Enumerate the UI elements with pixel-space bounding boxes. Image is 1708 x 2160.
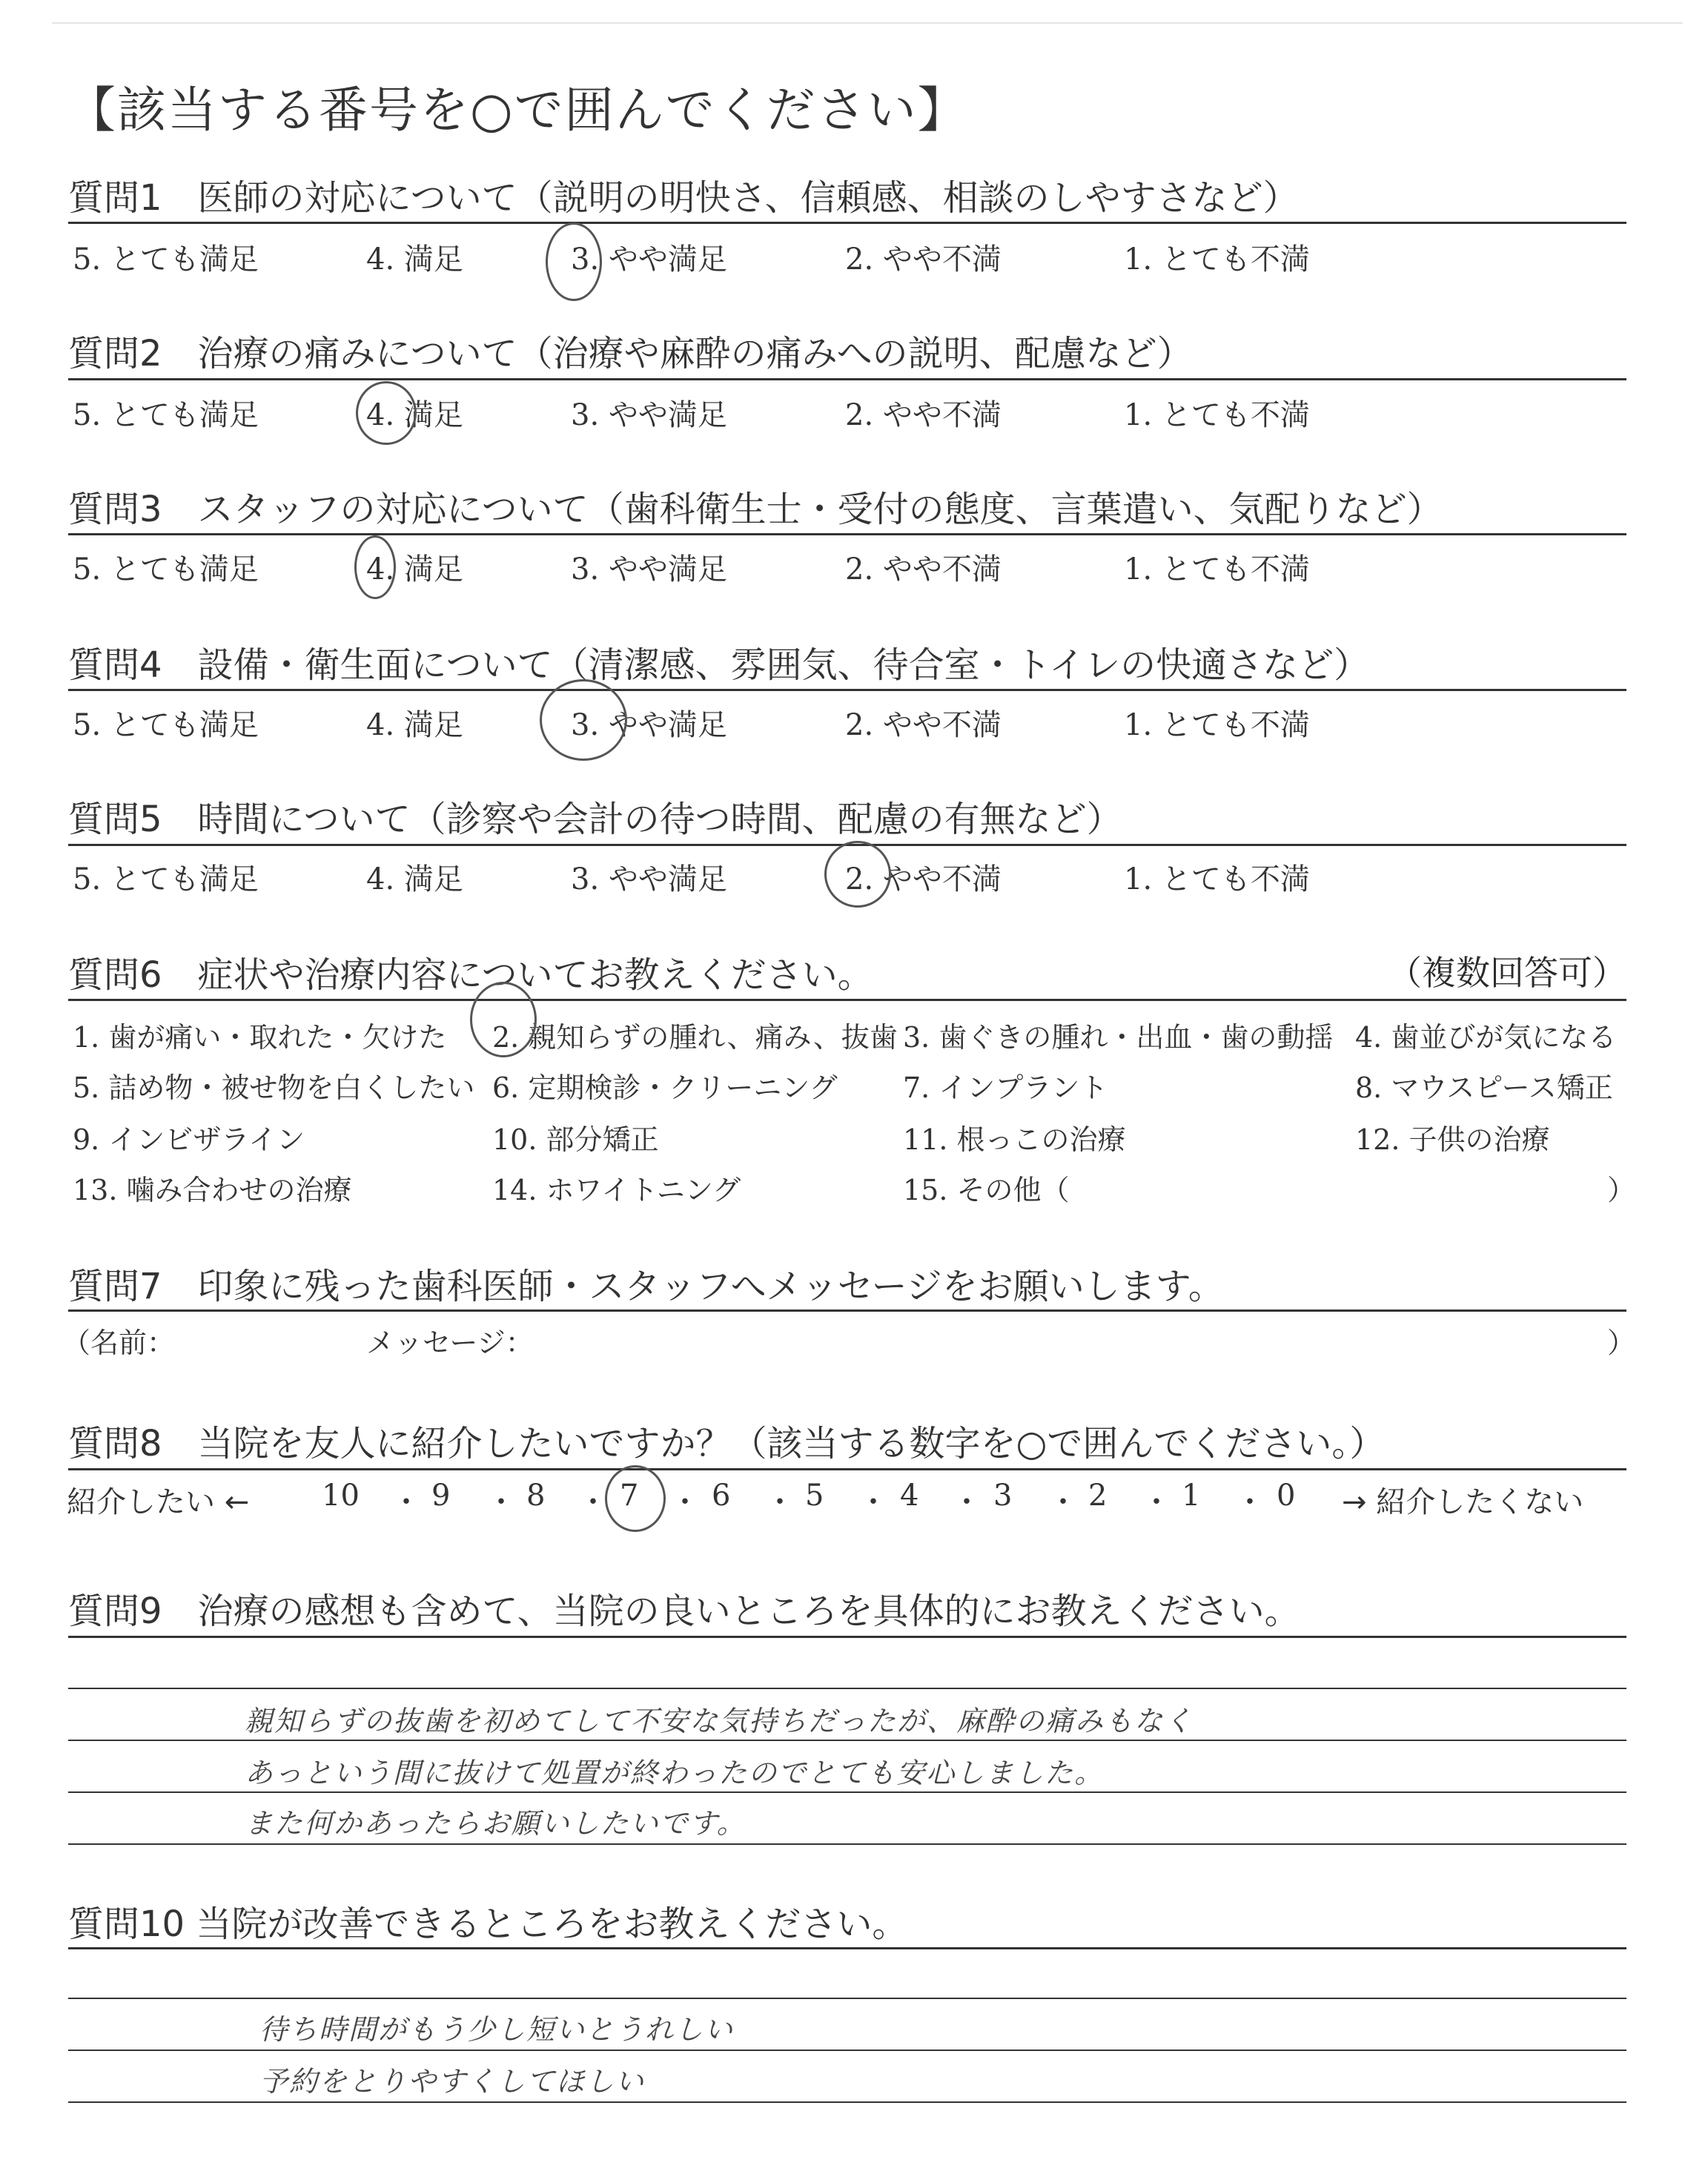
q3-option-4[interactable]: 4. 満足 bbox=[366, 552, 463, 587]
page-title: 【該当する番号を○で囲んでください】 bbox=[67, 82, 968, 139]
q8-scale-2[interactable]: 2 bbox=[1088, 1479, 1108, 1513]
q6-item-7[interactable]: 7. インプラント bbox=[903, 1071, 1108, 1104]
q5-option-2[interactable]: 2. やや不満 bbox=[845, 862, 1002, 896]
q1-selection-circle bbox=[546, 222, 602, 301]
q1-option-2[interactable]: 2. やや不満 bbox=[845, 242, 1002, 277]
q9-answer-line-2: あっという間に抜けて処置が終わったのでとても安心しました。 bbox=[245, 1757, 1105, 1789]
question-7-rule bbox=[68, 1309, 1626, 1312]
q8-scale-3[interactable]: 3 bbox=[993, 1479, 1013, 1513]
q7-message-label: メッセージ： bbox=[366, 1327, 534, 1359]
question-6-label: 質問6 症状や治療内容についてお教えください。 bbox=[68, 954, 873, 996]
q7-close: ） bbox=[1607, 1327, 1636, 1359]
question-3-rule bbox=[68, 533, 1626, 535]
q1-option-4[interactable]: 4. 満足 bbox=[366, 242, 463, 277]
q8-selection-circle bbox=[605, 1465, 666, 1532]
q6-item-1[interactable]: 1. 歯が痛い・取れた・欠けた bbox=[73, 1021, 447, 1054]
q2-selection-circle bbox=[356, 381, 417, 445]
q8-scale-4[interactable]: 4 bbox=[900, 1479, 919, 1513]
question-5-label: 質問5 時間について（診察や会計の待つ時間、配慮の有無など） bbox=[68, 799, 1122, 840]
question-9-label: 質問9 治療の感想も含めて、当院の良いところを具体的にお教えください。 bbox=[68, 1591, 1300, 1632]
q5-option-4[interactable]: 4. 満足 bbox=[366, 862, 463, 896]
answer-line bbox=[68, 1740, 1626, 1741]
q5-option-3[interactable]: 3. やや満足 bbox=[571, 862, 727, 896]
q8-dot: ・ bbox=[952, 1485, 982, 1519]
q9-answer-line-3: また何かあったらお願いしたいです。 bbox=[245, 1807, 747, 1840]
question-2-rule bbox=[68, 378, 1626, 380]
q4-option-1[interactable]: 1. とても不満 bbox=[1124, 708, 1310, 742]
q8-scale-0[interactable]: 0 bbox=[1277, 1479, 1296, 1513]
q6-item-2[interactable]: 2. 親知らずの腫れ、痛み、抜歯 bbox=[492, 1021, 898, 1054]
q8-right-label: → 紹介したくない bbox=[1342, 1485, 1584, 1519]
question-3-label: 質問3 スタッフの対応について（歯科衛生士・受付の態度、言葉遣い、気配りなど） bbox=[68, 489, 1443, 530]
question-8-label: 質問8 当院を友人に紹介したいですか？（該当する数字を○で囲んでください。） bbox=[68, 1423, 1386, 1464]
q8-dot: ・ bbox=[486, 1485, 516, 1519]
q8-dot: ・ bbox=[1235, 1485, 1265, 1519]
q6-item-9[interactable]: 9. インビザライン bbox=[73, 1123, 305, 1156]
q8-dot: ・ bbox=[765, 1485, 795, 1519]
q3-option-5[interactable]: 5. とても満足 bbox=[73, 552, 259, 587]
question-4-label: 質問4 設備・衛生面について（清潔感、雰囲気、待合室・トイレの快適さなど） bbox=[68, 644, 1370, 686]
q6-item-10[interactable]: 10. 部分矯正 bbox=[492, 1123, 659, 1156]
q8-scale-8[interactable]: 8 bbox=[526, 1479, 546, 1513]
q6-selection-circle bbox=[470, 982, 537, 1057]
q8-left-label: 紹介したい ← bbox=[67, 1485, 250, 1519]
q5-selection-circle bbox=[824, 841, 891, 908]
q8-scale-7[interactable]: 7 bbox=[620, 1479, 639, 1513]
q10-answer-line-2: 予約をとりやすくしてほしい bbox=[259, 2065, 646, 2098]
q6-item-12[interactable]: 12. 子供の治療 bbox=[1355, 1123, 1550, 1156]
question-9-rule bbox=[68, 1636, 1626, 1638]
q6-item-13[interactable]: 13. 噛み合わせの治療 bbox=[73, 1174, 352, 1206]
q9-answer-line-1: 親知らずの抜歯を初めてして不安な気持ちだったが、麻酔の痛みもなく bbox=[245, 1705, 1194, 1737]
q6-item-11[interactable]: 11. 根っこの治療 bbox=[903, 1123, 1126, 1156]
question-10-rule bbox=[68, 1947, 1626, 1949]
q4-option-2[interactable]: 2. やや不満 bbox=[845, 708, 1002, 742]
q4-option-5[interactable]: 5. とても満足 bbox=[73, 708, 259, 742]
answer-line bbox=[68, 2050, 1626, 2051]
question-7-label: 質問7 印象に残った歯科医師・スタッフへメッセージをお願いします。 bbox=[68, 1266, 1224, 1307]
q6-item-5[interactable]: 5. 詰め物・被せ物を白くしたい bbox=[73, 1071, 475, 1104]
q6-item-8[interactable]: 8. マウスピース矯正 bbox=[1355, 1071, 1613, 1104]
q8-scale-5[interactable]: 5 bbox=[805, 1479, 824, 1513]
q8-scale-10[interactable]: 10 bbox=[322, 1479, 360, 1513]
question-8-rule bbox=[68, 1468, 1626, 1470]
q2-option-5[interactable]: 5. とても満足 bbox=[73, 398, 259, 432]
question-10-label: 質問10 当院が改善できるところをお教えください。 bbox=[68, 1903, 908, 1945]
q8-scale-9[interactable]: 9 bbox=[431, 1479, 451, 1513]
q8-scale-1[interactable]: 1 bbox=[1182, 1479, 1201, 1513]
q6-item-4[interactable]: 4. 歯並びが気になる bbox=[1355, 1021, 1617, 1054]
question-1-rule bbox=[68, 222, 1626, 224]
question-4-rule bbox=[68, 689, 1626, 691]
q2-option-1[interactable]: 1. とても不満 bbox=[1124, 398, 1310, 432]
q8-dot: ・ bbox=[1048, 1485, 1078, 1519]
q3-selection-circle bbox=[354, 535, 396, 599]
q3-option-1[interactable]: 1. とても不満 bbox=[1124, 552, 1310, 587]
q2-option-2[interactable]: 2. やや不満 bbox=[845, 398, 1002, 432]
q8-dot: ・ bbox=[1142, 1485, 1171, 1519]
q5-option-5[interactable]: 5. とても満足 bbox=[73, 862, 259, 896]
q3-option-2[interactable]: 2. やや不満 bbox=[845, 552, 1002, 587]
q2-option-4[interactable]: 4. 満足 bbox=[366, 398, 463, 432]
answer-line bbox=[68, 2101, 1626, 2103]
question-6-note: （複数回答可） bbox=[1388, 953, 1626, 993]
q6-other-close: ） bbox=[1607, 1174, 1636, 1206]
answer-line bbox=[68, 1843, 1626, 1845]
q7-name-label: （名前： bbox=[62, 1327, 176, 1359]
answer-line bbox=[68, 1688, 1626, 1689]
q1-option-3[interactable]: 3. やや満足 bbox=[571, 242, 727, 277]
answer-line bbox=[68, 1791, 1626, 1793]
q8-scale-6[interactable]: 6 bbox=[712, 1479, 731, 1513]
question-1-label: 質問1 医師の対応について（説明の明快さ、信頼感、相談のしやすさなど） bbox=[68, 177, 1299, 219]
q4-option-3[interactable]: 3. やや満足 bbox=[571, 708, 727, 742]
top-edge bbox=[52, 22, 1683, 24]
q8-dot: ・ bbox=[578, 1485, 608, 1519]
q6-item-6[interactable]: 6. 定期検診・クリーニング bbox=[492, 1071, 838, 1104]
q5-option-1[interactable]: 1. とても不満 bbox=[1124, 862, 1310, 896]
q2-option-3[interactable]: 3. やや満足 bbox=[571, 398, 727, 432]
q1-option-5[interactable]: 5. とても満足 bbox=[73, 242, 259, 277]
q8-dot: ・ bbox=[858, 1485, 888, 1519]
question-6-rule bbox=[68, 999, 1626, 1001]
q4-option-4[interactable]: 4. 満足 bbox=[366, 708, 463, 742]
q4-selection-circle bbox=[540, 679, 627, 761]
q8-dot: ・ bbox=[391, 1485, 421, 1519]
q6-item-3[interactable]: 3. 歯ぐきの腫れ・出血・歯の動揺 bbox=[903, 1021, 1334, 1054]
answer-line bbox=[68, 1998, 1626, 1999]
q6-item-14[interactable]: 14. ホワイトニング bbox=[492, 1174, 741, 1206]
q10-answer-line-1: 待ち時間がもう少し短いとうれしい bbox=[259, 2013, 735, 2046]
q1-option-1[interactable]: 1. とても不満 bbox=[1124, 242, 1310, 277]
q3-option-3[interactable]: 3. やや満足 bbox=[571, 552, 727, 587]
question-2-label: 質問2 治療の痛みについて（治療や麻酔の痛みへの説明、配慮など） bbox=[68, 333, 1193, 374]
q6-item-15[interactable]: 15. その他（ bbox=[903, 1174, 1070, 1206]
q8-dot: ・ bbox=[670, 1485, 700, 1519]
